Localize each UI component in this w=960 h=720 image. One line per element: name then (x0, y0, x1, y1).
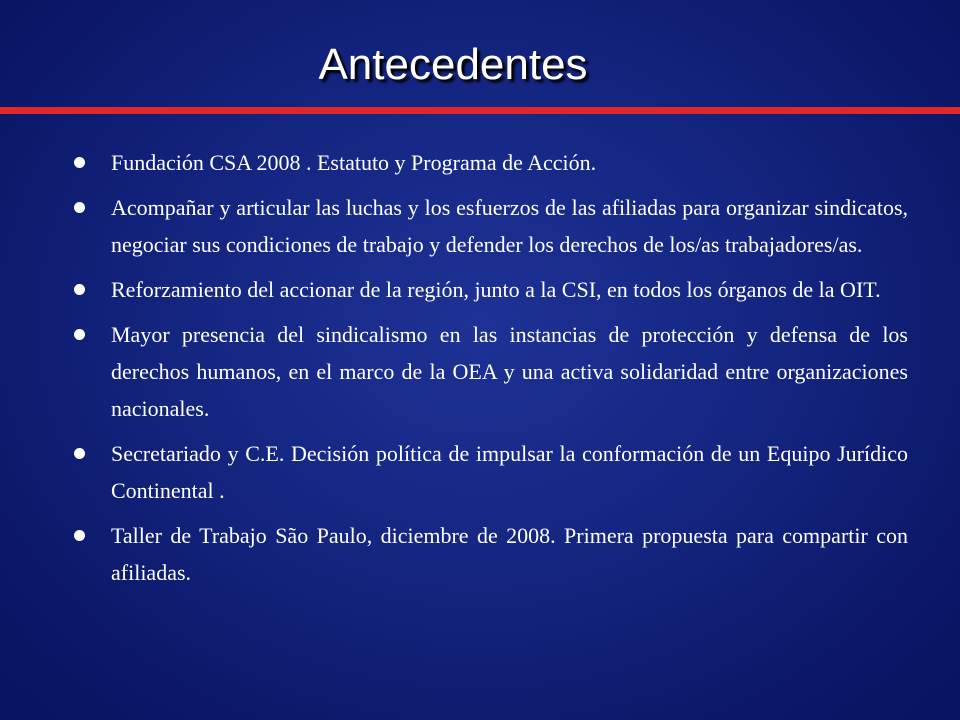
list-item-text: Reforzamiento del accionar de la región, junto a la CSI, en todos los órganos de la OIT. (111, 277, 881, 302)
bullet-icon (74, 157, 85, 168)
bullet-icon (74, 284, 85, 295)
list-item (72, 517, 908, 591)
list-item-text: Mayor presencia del sindicalismo en las instancias de protección y defensa de los derechos humanos, en el marco de la OEA y una activa solidaridad entre organizaciones nacionales. (111, 322, 908, 421)
list-item-text: Taller de Trabajo São Paulo, diciembre de 2008. Primera propuesta para compartir con afiliadas. (111, 523, 908, 585)
bullet-icon (74, 448, 85, 459)
bullet-list (72, 144, 908, 599)
list-item (72, 271, 908, 308)
list-item (72, 189, 908, 263)
list-item-text: Secretariado y C.E. Decisión política de impulsar la conformación de un Equipo Jurídico Continental . (111, 441, 908, 503)
slide-title: Antecedentes (318, 40, 588, 89)
list-item (72, 316, 908, 427)
bullet-icon (74, 530, 85, 541)
list-item (72, 144, 908, 181)
title-divider (0, 107, 960, 114)
bullet-icon (74, 202, 85, 213)
list-item (72, 435, 908, 509)
list-item-text: Acompañar y articular las luchas y los esfuerzos de las afiliadas para organizar sindicatos, negociar sus condiciones de trabajo y defender los derechos de los/as trabajadores/as. (111, 195, 908, 257)
list-item-text: Fundación CSA 2008 . Estatuto y Programa de Acción. (111, 150, 597, 175)
bullet-icon (74, 329, 85, 340)
